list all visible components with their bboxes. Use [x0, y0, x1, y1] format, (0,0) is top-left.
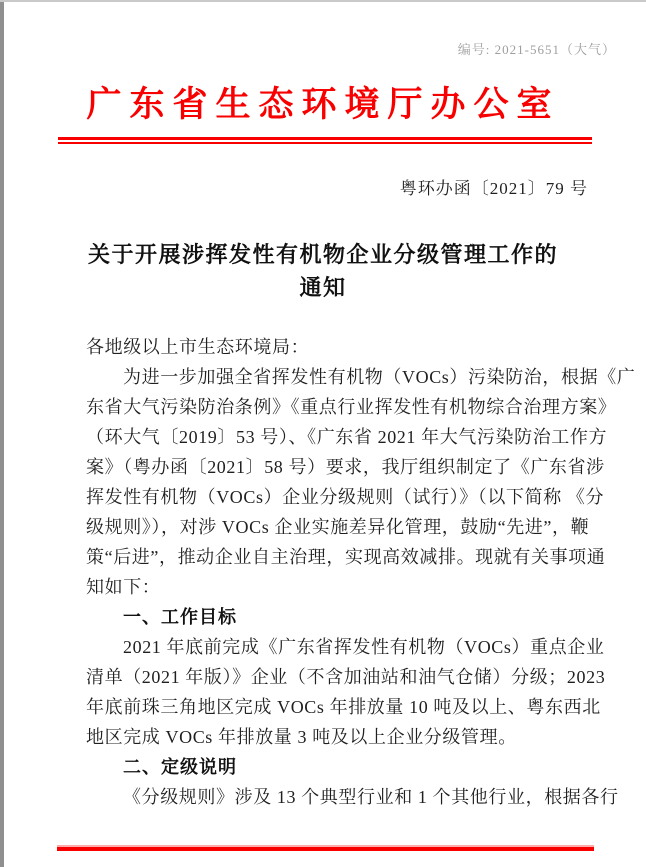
body-line: 清单（2021 年版）》企业（不含加油站和油气仓储）分级；2023 — [86, 667, 606, 687]
body-line: 2021 年底前完成《广东省挥发性有机物（VOCs）重点企业 — [123, 637, 605, 657]
letterhead-title: 广东省生态环境厅办公室 — [86, 85, 560, 124]
body-line: 案》（粤办函〔2021〕58 号）要求，我厅组织制定了《广东省涉 — [86, 457, 605, 477]
notice-body — [86, 332, 636, 812]
body-line: 东省大气污染防治条例》《重点行业挥发性有机物综合治理方案》 — [86, 397, 617, 417]
letterhead-rule-thin-line — [58, 142, 592, 144]
body-line-salutation: 各地级以上市生态环境局： — [86, 337, 310, 357]
body-line: 级规则》），对涉 VOCs 企业实施差异化管理，鼓励“先进”，鞭 — [86, 517, 590, 537]
body-line: （环大气〔2019〕53 号）、《广东省 2021 年大气污染防治工作方 — [86, 427, 608, 447]
notice-title-line1: 关于开展涉挥发性有机物企业分级管理工作的 — [87, 242, 558, 267]
body-line: 地区完成 VOCs 年排放量 3 吨及以上企业分级管理。 — [86, 727, 517, 747]
body-line: 《分级规则》涉及 13 个典型行业和 1 个其他行业，根据各行 — [123, 787, 619, 807]
notice-title — [0, 238, 646, 304]
body-line: 挥发性有机物（VOCs）企业分级规则（试行）》（以下简称 《分 — [86, 487, 605, 507]
letterhead-rule — [58, 137, 592, 144]
body-line: 年底前珠三角地区完成 VOCs 年排放量 10 吨及以上、粤东西北 — [86, 697, 601, 717]
footer-rule-line — [57, 847, 594, 851]
footer-rule — [57, 845, 594, 851]
body-line: 为进一步加强全省挥发性有机物（VOCs）污染防治，根据《广 — [123, 367, 636, 387]
page-edge-shadow — [0, 2, 4, 867]
doc-serial-stamp: 编号: 2021-5651（大气） — [457, 42, 616, 57]
body-line: 策“后进”，推动企业自主治理，实现高效减排。现就有关事项通 — [86, 547, 606, 567]
page-top-border — [0, 0, 646, 2]
notice-title-line2: 通知 — [299, 275, 347, 300]
doc-number: 粤环办函〔2021〕79 号 — [399, 179, 588, 198]
section-heading-1: 一、工作目标 — [123, 607, 237, 627]
section-heading-2: 二、定级说明 — [123, 757, 237, 777]
body-line: 知如下： — [86, 577, 161, 597]
